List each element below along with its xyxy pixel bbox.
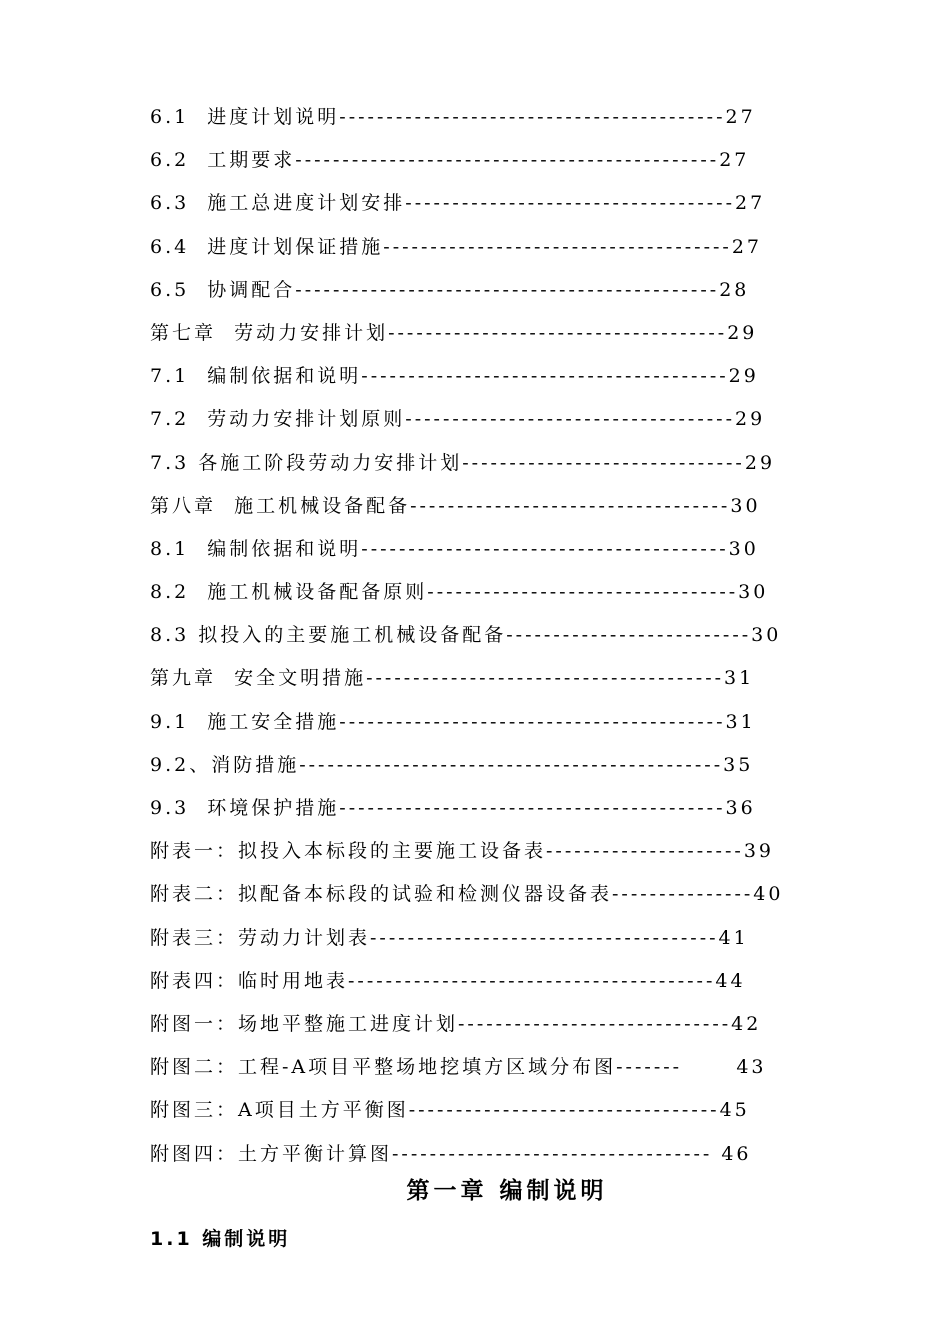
toc-entry [150,1003,860,1046]
toc-entry [150,182,860,225]
toc-entry [150,787,860,830]
toc-entry-text: 7.3 各施工阶段劳动力安排计划------------------------------29 [150,451,776,474]
toc-entry-text: 6.1 进度计划说明-----------------------------------------27 [150,106,756,128]
toc-entry [150,571,860,614]
toc-entry-text: 8.1 编制依据和说明---------------------------------------30 [150,537,759,560]
toc-entry [150,701,860,744]
toc-entry [150,398,860,441]
toc-entry [150,312,860,355]
table-of-contents [150,96,860,1176]
toc-entry-text: 9.3 环境保护措施-----------------------------------------36 [150,797,756,819]
toc-entry-text: 附图四：土方平衡计算图---------------------------------- 46 [150,1142,752,1165]
toc-entry [150,96,860,139]
toc-entry-text: 附图一：场地平整施工进度计划-----------------------------42 [150,1012,762,1035]
toc-entry-text: 附图三：A项目土方平衡图---------------------------------45 [150,1099,750,1122]
toc-entry [150,442,860,485]
toc-entry [150,1133,860,1176]
toc-entry [150,657,860,700]
toc-entry-text: 7.2 劳动力安排计划原则-----------------------------------29 [150,408,766,431]
toc-entry-text: 9.1 施工安全措施-----------------------------------------31 [150,710,756,733]
toc-entry [150,614,860,657]
toc-entry-text: 8.3 拟投入的主要施工机械设备配备--------------------------30 [150,624,782,647]
toc-entry [150,830,860,873]
toc-entry-text: 附表一：拟投入本标段的主要施工设备表---------------------39 [150,840,774,863]
toc-entry [150,528,860,571]
toc-entry-text: 6.3 施工总进度计划安排-----------------------------------27 [150,192,766,215]
toc-entry-text: 9.2、消防措施---------------------------------------------35 [150,753,754,776]
toc-entry-text: 附表四：临时用地表---------------------------------------44 [150,969,746,992]
toc-entry-text: 6.2 工期要求---------------------------------------------27 [150,149,750,172]
section-heading: 1.1 编制说明 [150,1228,291,1250]
toc-entry [150,873,860,916]
toc-entry-text: 第八章 施工机械设备配备----------------------------------30 [150,494,761,517]
toc-entry-text: 第九章 安全文明措施--------------------------------------31 [150,667,755,690]
toc-entry-text: 第七章 劳动力安排计划------------------------------------29 [150,321,758,344]
toc-entry [150,1046,860,1089]
toc-entry-text: 附图二：工程-A项目平整场地挖填方区域分布图------- 43 [150,1056,767,1079]
toc-entry [150,1089,860,1132]
toc-entry [150,269,860,312]
toc-entry [150,355,860,398]
toc-entry [150,226,860,269]
chapter-heading: 第一章 编制说明 [406,1178,608,1204]
toc-entry [150,139,860,182]
toc-entry-text: 8.2 施工机械设备配备原则---------------------------------30 [150,581,769,604]
toc-entry-text: 6.5 协调配合---------------------------------------------28 [150,278,750,301]
toc-entry-text: 附表三：劳动力计划表-------------------------------------41 [150,926,749,949]
toc-entry-text: 6.4 进度计划保证措施-------------------------------------27 [150,235,763,258]
toc-entry [150,485,860,528]
toc-entry [150,960,860,1003]
toc-entry [150,744,860,787]
toc-entry-text: 附表二：拟配备本标段的试验和检测仪器设备表---------------40 [150,883,784,906]
toc-entry [150,917,860,960]
toc-entry-text: 7.1 编制依据和说明---------------------------------------29 [150,365,759,388]
